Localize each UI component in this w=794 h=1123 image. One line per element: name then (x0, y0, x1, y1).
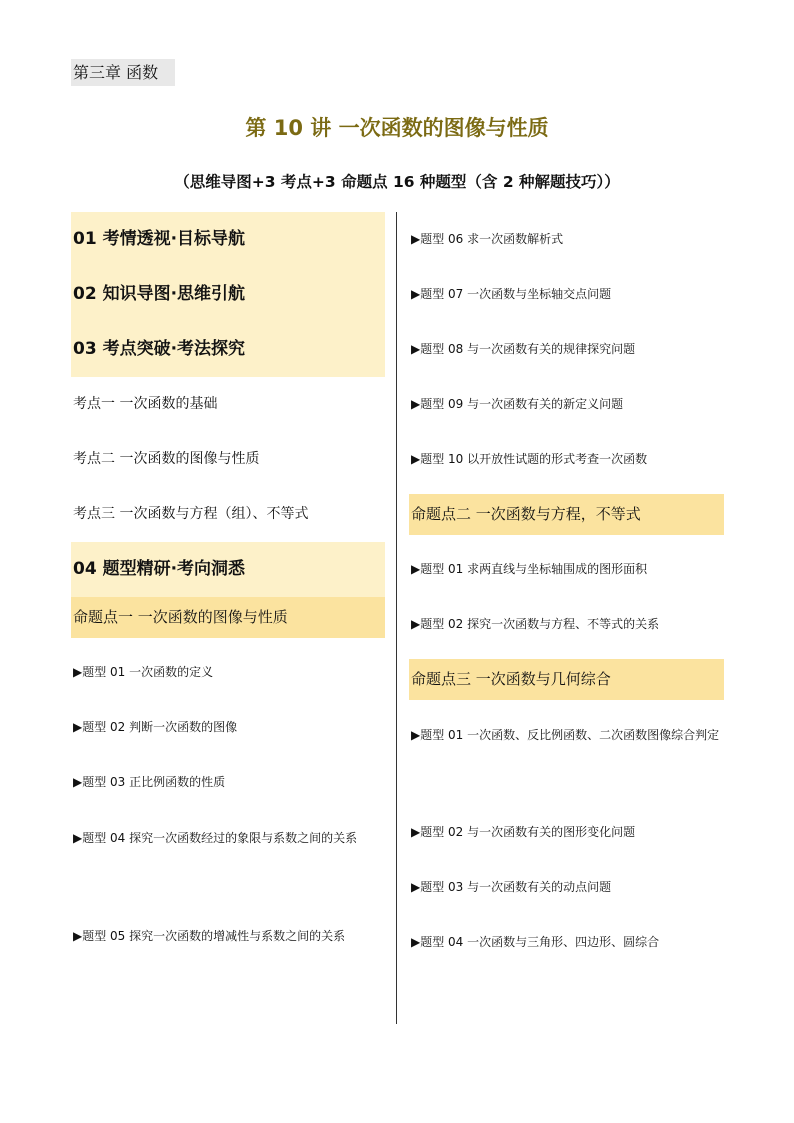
question-type-item[interactable]: ▶题型 08 与一次函数有关的规律探究问题 (411, 342, 636, 356)
mingti-heading[interactable]: 命题点三 一次函数与几何综合 (409, 659, 724, 700)
question-type-item[interactable]: ▶题型 03 与一次函数有关的动点问题 (411, 880, 612, 894)
mingti-heading[interactable]: 命题点一 一次函数的图像与性质 (71, 597, 385, 638)
question-type-item[interactable]: ▶题型 10 以开放性试题的形式考查一次函数 (411, 452, 648, 466)
left-column (71, 212, 385, 1006)
kaodian-item[interactable]: 考点一 一次函数的基础 (73, 396, 218, 412)
question-type-item[interactable]: ▶题型 02 探究一次函数与方程、不等式的关系 (411, 617, 660, 631)
question-type-item[interactable]: ▶题型 01 求两直线与坐标轴围成的图形面积 (411, 562, 648, 576)
question-type-item[interactable]: ▶题型 01 一次函数的定义 (73, 665, 214, 679)
question-type-item[interactable]: ▶题型 09 与一次函数有关的新定义问题 (411, 397, 624, 411)
page-title: 第 10 讲 一次函数的图像与性质 (245, 116, 549, 140)
question-type-item[interactable]: ▶题型 06 求一次函数解析式 (411, 232, 564, 246)
question-type-item[interactable]: ▶题型 05 探究一次函数的增减性与系数之间的关系 (73, 929, 346, 943)
question-type-item[interactable]: ▶题型 02 判断一次函数的图像 (73, 720, 238, 734)
chapter-label: 第三章 函数 (71, 59, 175, 86)
section-heading[interactable]: 02 知识导图·思维引航 (71, 267, 385, 322)
question-type-item[interactable]: ▶题型 03 正比例函数的性质 (73, 775, 226, 789)
column-divider (396, 212, 397, 1024)
question-type-item[interactable]: ▶题型 04 探究一次函数经过的象限与系数之间的关系 (73, 831, 358, 845)
section-heading[interactable]: 04 题型精研·考向洞悉 (71, 542, 385, 597)
kaodian-item[interactable]: 考点三 一次函数与方程（组）、不等式 (73, 506, 309, 522)
section-heading[interactable]: 01 考情透视·目标导航 (71, 212, 385, 267)
question-type-item[interactable]: ▶题型 07 一次函数与坐标轴交点问题 (411, 287, 612, 301)
page-subtitle: （思维导图+3 考点+3 命题点 16 种题型（含 2 种解题技巧）） (174, 173, 620, 191)
section-heading[interactable]: 03 考点突破·考法探究 (71, 322, 385, 377)
right-column (409, 212, 724, 970)
mingti-heading[interactable]: 命题点二 一次函数与方程，不等式 (409, 494, 724, 535)
question-type-item[interactable]: ▶题型 02 与一次函数有关的图形变化问题 (411, 825, 636, 839)
question-type-item[interactable]: ▶题型 04 一次函数与三角形、四边形、圆综合 (411, 935, 660, 949)
question-type-item[interactable]: ▶题型 01 一次函数、反比例函数、二次函数图像综合判定 (411, 728, 720, 742)
kaodian-item[interactable]: 考点二 一次函数的图像与性质 (73, 451, 260, 467)
